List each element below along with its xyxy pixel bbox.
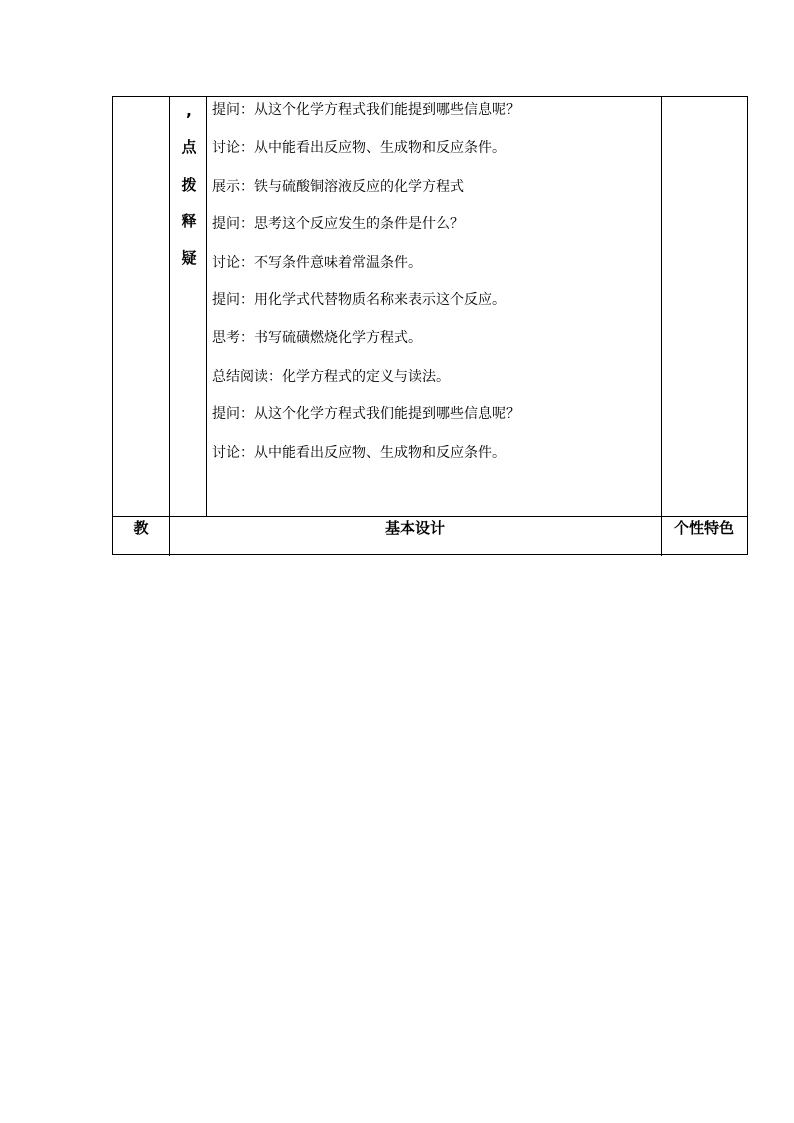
divider-col3 xyxy=(661,97,662,556)
content-line: 展示：铁与硫酸铜溶液反应的化学方程式 xyxy=(212,179,464,195)
content-line: 提问：思考这个反应发生的条件是什么？ xyxy=(212,216,464,232)
side-label-char: 点 xyxy=(181,138,197,156)
content-line: 提问：从这个化学方程式我们能提到哪些信息呢？ xyxy=(212,102,520,118)
content-line: 讨论：从中能看出反应物、生成物和反应条件。 xyxy=(212,445,506,461)
header-col3: 个性特色 xyxy=(673,519,734,537)
content-line: 提问：从这个化学方程式我们能提到哪些信息呢？ xyxy=(212,406,520,422)
content-line: 提问：用化学式代替物质名称来表示这个反应。 xyxy=(212,292,506,308)
side-label-char: 释 xyxy=(181,212,197,230)
side-label-char: , xyxy=(186,102,192,120)
side-label-char: 疑 xyxy=(181,249,197,267)
side-label-char: 拨 xyxy=(181,176,197,194)
lesson-table xyxy=(112,96,748,555)
content-line: 思考：书写硫磺燃烧化学方程式。 xyxy=(212,330,422,346)
header-col1: 教 xyxy=(133,519,149,537)
divider-col2 xyxy=(206,97,207,516)
content-line: 总结阅读：化学方程式的定义与读法。 xyxy=(212,369,450,385)
header-col2: 基本设计 xyxy=(384,519,445,537)
divider-col1 xyxy=(169,97,170,556)
content-line: 讨论：不写条件意味着常温条件。 xyxy=(212,255,422,271)
content-line: 讨论：从中能看出反应物、生成物和反应条件。 xyxy=(212,140,506,156)
